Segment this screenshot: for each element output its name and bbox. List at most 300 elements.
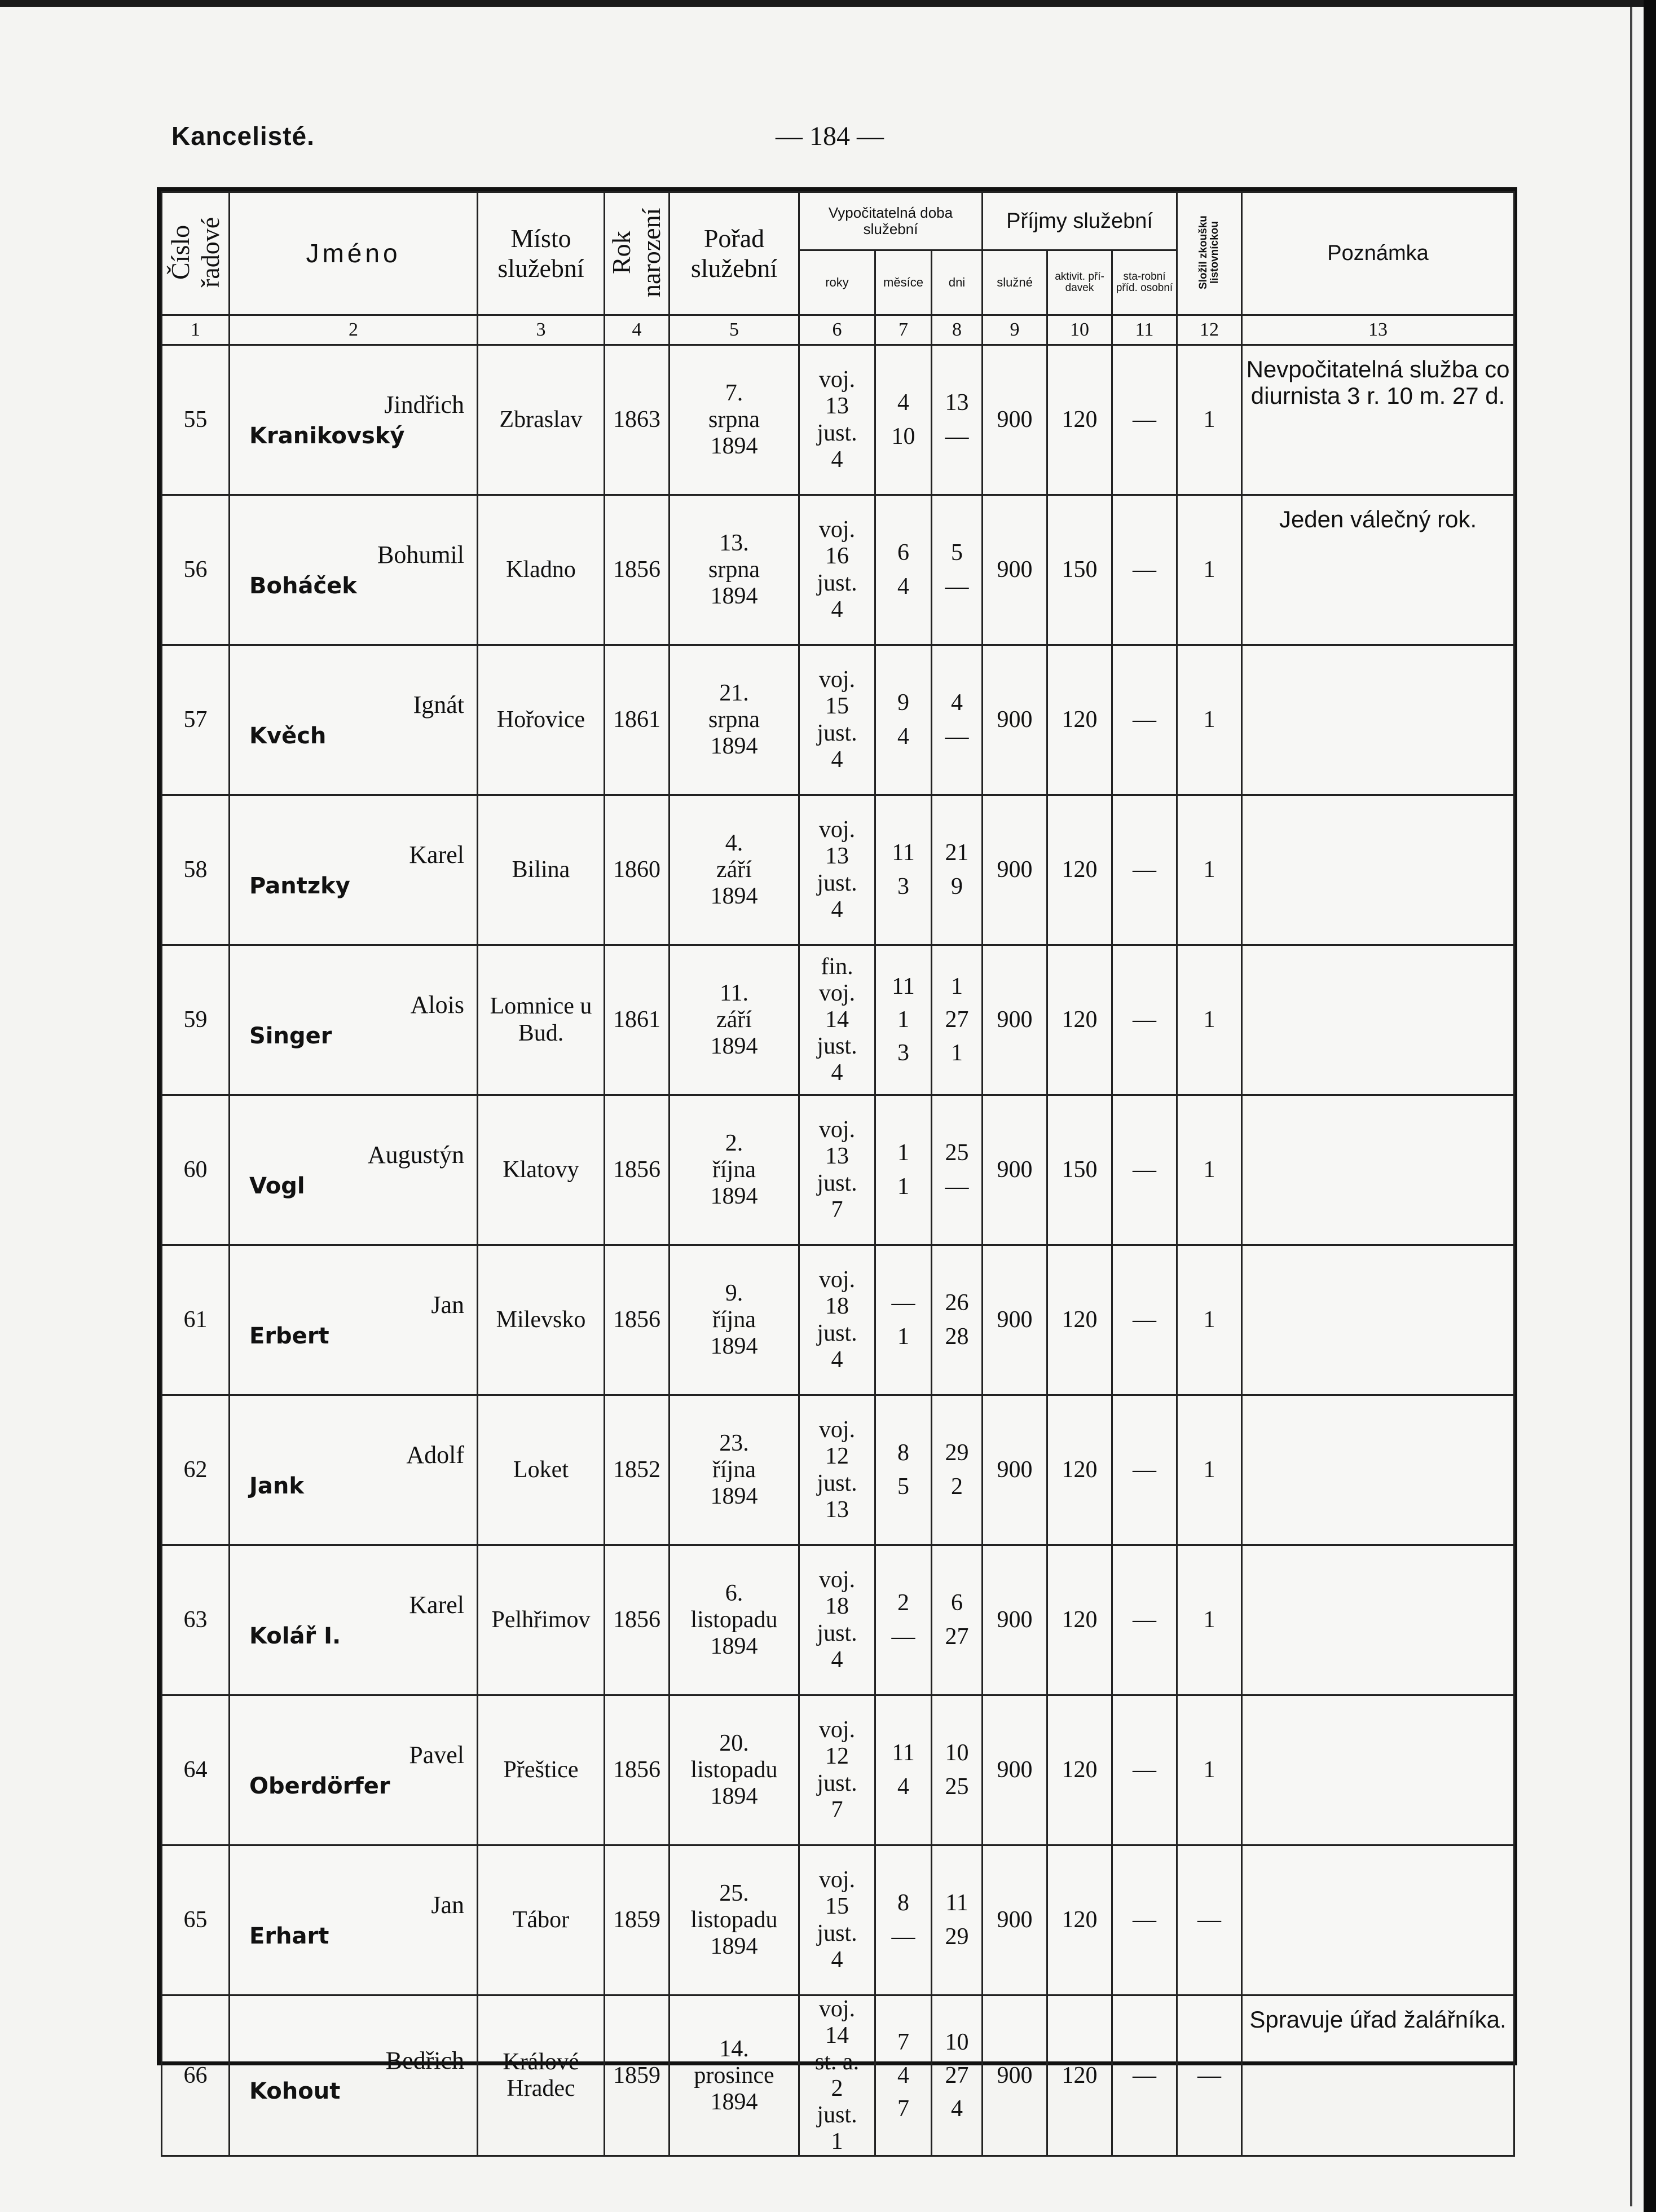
years-line: just. (817, 1620, 857, 1646)
starobni-cell (1112, 1395, 1177, 1545)
first-name: Adolf (406, 1441, 464, 1469)
days-cell (932, 1545, 983, 1695)
col-header-misto: Místo služební (478, 192, 605, 315)
years-line: 13 (825, 1143, 849, 1170)
sluzne-cell (983, 345, 1047, 495)
col-header-aktivit: aktivit. pří-davek (1047, 250, 1112, 315)
years-cell (799, 345, 875, 495)
note-cell (1242, 1545, 1514, 1695)
starobni-text: — (1133, 1756, 1157, 1783)
row-number (162, 1845, 230, 1995)
aktiv-cell (1047, 795, 1112, 945)
zkouska-cell (1177, 345, 1242, 495)
years-line: 15 (825, 1893, 849, 1920)
col-header-cislo: Číslo řadové (162, 192, 230, 315)
sluzne-text: 900 (997, 706, 1033, 733)
years-line: 18 (825, 1593, 849, 1620)
last-name: Oberdörfer (249, 1773, 390, 1799)
years-line: 4 (831, 1060, 843, 1086)
order-line: 14. (719, 2035, 749, 2062)
months-cell (875, 795, 932, 945)
first-name: Karel (409, 841, 464, 869)
place-text: Klatovy (503, 1156, 579, 1183)
years-line: 13 (825, 393, 849, 420)
days-cell (932, 1095, 983, 1245)
note-cell (1242, 945, 1514, 1095)
days-cell (932, 645, 983, 795)
days-cell (932, 1245, 983, 1395)
days-line: 6 (951, 1590, 963, 1616)
col-header-starobni: sta-robní příd. osobní (1112, 250, 1177, 315)
sluzne-text: 900 (997, 1756, 1033, 1783)
name-cell (230, 645, 478, 795)
sluzne-cell (983, 1995, 1047, 2156)
order-line: 13. (719, 530, 749, 556)
months-line: 11 (892, 1740, 915, 1766)
days-line: 27 (945, 1623, 969, 1650)
row-number-text: 57 (183, 706, 208, 733)
years-line: voj. (818, 980, 856, 1006)
aktiv-text: 120 (1062, 1756, 1098, 1783)
scan-right-border-line (1630, 7, 1632, 2206)
zkouska-cell (1177, 795, 1242, 945)
days-line: 29 (945, 1923, 969, 1950)
zkouska-cell (1177, 645, 1242, 795)
col-header-dni: dni (932, 250, 983, 315)
years-line: voj. (818, 1717, 856, 1743)
place-cell (478, 1395, 605, 1545)
months-line: 3 (897, 873, 909, 900)
place-text: Milevsko (496, 1306, 586, 1333)
scan-right-edge (1644, 0, 1656, 2212)
order-line: prosince (694, 2062, 774, 2088)
sluzne-cell (983, 795, 1047, 945)
months-cell (875, 1695, 932, 1845)
row-number-text: 60 (183, 1156, 208, 1183)
born-text: 1859 (613, 2062, 660, 2088)
years-line: voj. (818, 1117, 856, 1143)
born-text: 1852 (613, 1456, 660, 1483)
col-number: 12 (1177, 315, 1242, 345)
table-row (162, 345, 1514, 495)
starobni-cell (1112, 1695, 1177, 1845)
sluzne-cell (983, 1095, 1047, 1245)
days-line: 13 (945, 390, 969, 416)
months-line: — (891, 1623, 915, 1650)
years-line: 4 (831, 1346, 843, 1373)
starobni-text: — (1133, 406, 1157, 433)
row-number-text: 62 (183, 1456, 208, 1483)
days-line: 27 (945, 2062, 969, 2088)
last-name: Kvěch (249, 722, 327, 749)
years-line: 7 (831, 1196, 843, 1223)
zkouska-cell (1177, 1995, 1242, 2156)
order-line: 2. (725, 1130, 743, 1156)
col-header-porad: Pořad služební (670, 192, 799, 315)
col-number: 6 (799, 315, 875, 345)
register-rows (162, 345, 1514, 2156)
aktiv-text: 120 (1062, 1456, 1098, 1483)
born-text: 1856 (613, 1156, 660, 1183)
days-line: 2 (951, 1473, 963, 1500)
months-cell (875, 1245, 932, 1395)
aktiv-cell (1047, 1995, 1112, 2156)
months-line: 4 (897, 573, 909, 600)
row-number-text: 65 (183, 1906, 208, 1933)
row-number (162, 795, 230, 945)
born-cell (605, 1695, 670, 1845)
place-text: Tábor (512, 1906, 570, 1933)
months-line: 11 (892, 840, 915, 866)
years-line: 7 (831, 1796, 843, 1823)
row-number-text: 59 (183, 1006, 208, 1033)
first-name: Pavel (409, 1741, 464, 1769)
born-cell (605, 645, 670, 795)
name-cell (230, 945, 478, 1095)
months-cell (875, 345, 932, 495)
order-line: září (716, 856, 752, 883)
col-header-doba: Vypočitatelná doba služební (799, 192, 983, 250)
days-line: 9 (951, 873, 963, 900)
order-line: 25. (719, 1880, 749, 1906)
aktiv-text: 120 (1062, 1606, 1098, 1633)
years-line: 4 (831, 1946, 843, 1973)
sluzne-text: 900 (997, 2062, 1033, 2088)
name-cell (230, 495, 478, 645)
sluzne-text: 900 (997, 1306, 1033, 1333)
first-name: Karel (409, 1591, 464, 1619)
months-line: 4 (897, 1773, 909, 1800)
order-line: srpna (708, 556, 760, 583)
order-line: srpna (708, 706, 760, 733)
order-line: 1894 (710, 583, 758, 610)
order-line: října (712, 1156, 756, 1183)
order-line: srpna (708, 406, 760, 433)
col-number: 1 (162, 315, 230, 345)
place-cell (478, 1095, 605, 1245)
col-number: 8 (932, 315, 983, 345)
sluzne-cell (983, 1845, 1047, 1995)
years-line: 14 (825, 2022, 849, 2049)
first-name: Jan (431, 1291, 464, 1319)
table-row (162, 945, 1514, 1095)
years-line: 2 (831, 2076, 843, 2102)
order-cell stack (670, 1095, 799, 1245)
aktiv-text: 120 (1062, 706, 1098, 733)
aktiv-text: 150 (1062, 1156, 1098, 1183)
sluzne-text: 900 (997, 1606, 1033, 1633)
aktiv-text: 150 (1062, 556, 1098, 583)
days-line: 21 (945, 840, 969, 866)
days-line: 25 (945, 1140, 969, 1166)
years-line: 12 (825, 1743, 849, 1770)
days-line: 1 (951, 1040, 963, 1067)
zkouska-text: 1 (1203, 1456, 1215, 1483)
zkouska-cell (1177, 1395, 1242, 1545)
months-line: 11 (892, 973, 915, 999)
note-text: Nevpočitatelná služba co diurnista 3 r. 10 m. 27 d. (1246, 356, 1510, 409)
order-line: 6. (725, 1580, 743, 1606)
days-line: 29 (945, 1440, 969, 1466)
name-cell (230, 1695, 478, 1845)
row-number-text: 61 (183, 1306, 208, 1333)
years-line: voj. (818, 1417, 856, 1443)
order-cell stack (670, 495, 799, 645)
aktiv-cell (1047, 1695, 1112, 1845)
born-text: 1856 (613, 1606, 660, 1633)
months-line: 7 (897, 2095, 909, 2122)
place-text: Přeštice (503, 1756, 579, 1783)
born-cell (605, 495, 670, 645)
years-cell (799, 1695, 875, 1845)
days-line: — (945, 1173, 969, 1200)
starobni-text: — (1133, 556, 1157, 583)
order-line: listopadu (690, 1606, 778, 1633)
days-line: 28 (945, 1323, 969, 1350)
order-cell stack (670, 1545, 799, 1695)
years-line: just. (817, 1170, 857, 1196)
born-cell (605, 1395, 670, 1545)
order-line: 1894 (710, 1483, 758, 1510)
place-cell (478, 1695, 605, 1845)
years-cell (799, 1545, 875, 1695)
zkouska-text: 1 (1203, 406, 1215, 433)
years-line: voj. (818, 1567, 856, 1593)
zkouska-text: — (1197, 1906, 1222, 1933)
name-cell (230, 1995, 478, 2156)
order-line: 4. (725, 830, 743, 856)
years-line: 4 (831, 596, 843, 623)
order-cell stack (670, 945, 799, 1095)
aktiv-cell (1047, 1395, 1112, 1545)
starobni-text: — (1133, 1006, 1157, 1033)
order-cell stack (670, 1845, 799, 1995)
months-cell (875, 495, 932, 645)
born-cell (605, 1545, 670, 1695)
zkouska-cell (1177, 1095, 1242, 1245)
table-row (162, 1695, 1514, 1845)
col-number: 2 (230, 315, 478, 345)
row-number (162, 1695, 230, 1845)
zkouska-cell (1177, 495, 1242, 645)
col-header-zkouska: Složil zkoušku listovníckou (1177, 192, 1242, 315)
aktiv-cell (1047, 1095, 1112, 1245)
days-line: 4 (951, 690, 963, 716)
starobni-cell (1112, 1845, 1177, 1995)
years-cell (799, 645, 875, 795)
last-name: Kranikovský (249, 422, 405, 449)
order-line: 7. (725, 380, 743, 406)
years-cell (799, 495, 875, 645)
place-text: Loket (513, 1456, 569, 1483)
order-line: října (712, 1306, 756, 1333)
years-line: just. (817, 1920, 857, 1946)
note-cell (1242, 1695, 1514, 1845)
months-line: 8 (897, 1440, 909, 1466)
note-cell (1242, 1395, 1514, 1545)
name-cell (230, 1245, 478, 1395)
sluzne-cell (983, 945, 1047, 1095)
starobni-cell (1112, 1995, 1177, 2156)
months-cell (875, 1395, 932, 1545)
years-line: 13 (825, 843, 849, 870)
born-text: 1856 (613, 1306, 660, 1333)
aktiv-cell (1047, 1545, 1112, 1695)
months-cell (875, 1545, 932, 1695)
days-line: 10 (945, 2029, 969, 2055)
table-row (162, 1095, 1514, 1245)
starobni-cell (1112, 945, 1177, 1095)
sluzne-cell (983, 495, 1047, 645)
starobni-text: — (1133, 856, 1157, 883)
order-line: 1894 (710, 733, 758, 760)
days-line: — (945, 573, 969, 600)
years-line: just. (817, 1470, 857, 1496)
sluzne-cell (983, 1695, 1047, 1845)
starobni-cell (1112, 1545, 1177, 1695)
starobni-cell (1112, 645, 1177, 795)
days-cell (932, 945, 983, 1095)
header-row (162, 192, 1514, 250)
months-line: 6 (897, 540, 909, 566)
first-name: Ignát (413, 691, 464, 719)
last-name: Jank (249, 1473, 304, 1499)
years-line: 12 (825, 1443, 849, 1470)
years-cell (799, 1245, 875, 1395)
place-text: Králové Hradec (503, 2049, 579, 2102)
months-line: — (891, 1290, 915, 1316)
years-line: 18 (825, 1293, 849, 1320)
zkouska-text: 1 (1203, 1006, 1215, 1033)
sluzne-text: 900 (997, 1006, 1033, 1033)
years-line: 4 (831, 446, 843, 473)
starobni-cell (1112, 495, 1177, 645)
order-line: listopadu (690, 1906, 778, 1933)
months-cell (875, 945, 932, 1095)
sluzne-text: 900 (997, 856, 1033, 883)
order-line: 1894 (710, 883, 758, 910)
starobni-text: — (1133, 1906, 1157, 1933)
note-cell (1242, 1995, 1514, 2156)
days-line: 11 (945, 1890, 968, 1916)
months-line: 1 (897, 1323, 909, 1350)
zkouska-cell (1177, 1695, 1242, 1845)
col-header-poznamka: Poznámka (1242, 192, 1514, 315)
place-text: Kladno (506, 556, 576, 583)
zkouska-text: 1 (1203, 1156, 1215, 1183)
col-number: 10 (1047, 315, 1112, 345)
starobni-cell (1112, 345, 1177, 495)
sluzne-text: 900 (997, 1456, 1033, 1483)
years-line: 15 (825, 693, 849, 720)
col-number: 3 (478, 315, 605, 345)
row-number (162, 495, 230, 645)
row-number-text: 58 (183, 856, 208, 883)
days-line: — (945, 723, 969, 750)
months-line: 5 (897, 1473, 909, 1500)
order-cell stack (670, 795, 799, 945)
place-text: Lomnice u Bud. (490, 993, 592, 1046)
born-text: 1861 (613, 706, 660, 733)
starobni-cell (1112, 1095, 1177, 1245)
years-line: 4 (831, 746, 843, 773)
days-line: 1 (951, 973, 963, 999)
aktiv-cell (1047, 495, 1112, 645)
starobni-text: — (1133, 2062, 1157, 2088)
name-cell (230, 1545, 478, 1695)
order-line: 1894 (710, 2088, 758, 2115)
months-line: 3 (897, 1040, 909, 1067)
days-line: 26 (945, 1290, 969, 1316)
starobni-text: — (1133, 1456, 1157, 1483)
col-header-sluzne: služné (983, 250, 1047, 315)
row-number-text: 63 (183, 1606, 208, 1633)
years-cell (799, 1995, 875, 2156)
years-cell (799, 945, 875, 1095)
row-number (162, 945, 230, 1095)
last-name: Kolář I. (249, 1623, 341, 1649)
table-row (162, 645, 1514, 795)
years-line: 16 (825, 543, 849, 570)
sluzne-cell (983, 1245, 1047, 1395)
months-line: 2 (897, 1590, 909, 1616)
row-number (162, 1095, 230, 1245)
months-cell (875, 645, 932, 795)
days-cell (932, 1695, 983, 1845)
last-name: Erbert (249, 1323, 329, 1349)
table-row (162, 495, 1514, 645)
years-cell (799, 795, 875, 945)
sluzne-cell (983, 1545, 1047, 1695)
last-name: Vogl (249, 1173, 305, 1199)
order-line: září (716, 1006, 752, 1033)
place-cell (478, 1995, 605, 2156)
row-number-text: 55 (183, 406, 208, 433)
years-line: just. (817, 870, 857, 896)
col-number: 7 (875, 315, 932, 345)
note-text: Jeden válečný rok. (1279, 506, 1477, 532)
note-cell (1242, 495, 1514, 645)
place-cell (478, 1845, 605, 1995)
months-cell (875, 1845, 932, 1995)
aktiv-text: 120 (1062, 856, 1098, 883)
months-line: 4 (897, 2062, 909, 2088)
order-line: 20. (719, 1730, 749, 1756)
first-name: Bedřich (385, 2047, 464, 2075)
years-cell (799, 1845, 875, 1995)
months-line: 4 (897, 723, 909, 750)
starobni-cell (1112, 795, 1177, 945)
last-name: Boháček (249, 572, 357, 599)
first-name: Augustýn (367, 1141, 464, 1169)
table-row (162, 1245, 1514, 1395)
years-line: just. (817, 2102, 857, 2129)
place-text: Zbraslav (499, 406, 583, 433)
col-number: 11 (1112, 315, 1177, 345)
col-header-jmeno: Jméno (230, 192, 478, 315)
years-line: st. a. (814, 2049, 860, 2076)
first-name: Jindřich (384, 391, 464, 419)
table-row (162, 1395, 1514, 1545)
note-cell (1242, 1095, 1514, 1245)
name-cell (230, 1845, 478, 1995)
col-header-prijmy: Příjmy služební (983, 192, 1177, 250)
aktiv-text: 120 (1062, 2062, 1098, 2088)
order-cell stack (670, 345, 799, 495)
place-text: Hořovice (496, 706, 585, 733)
days-line: 10 (945, 1740, 969, 1766)
days-cell (932, 795, 983, 945)
